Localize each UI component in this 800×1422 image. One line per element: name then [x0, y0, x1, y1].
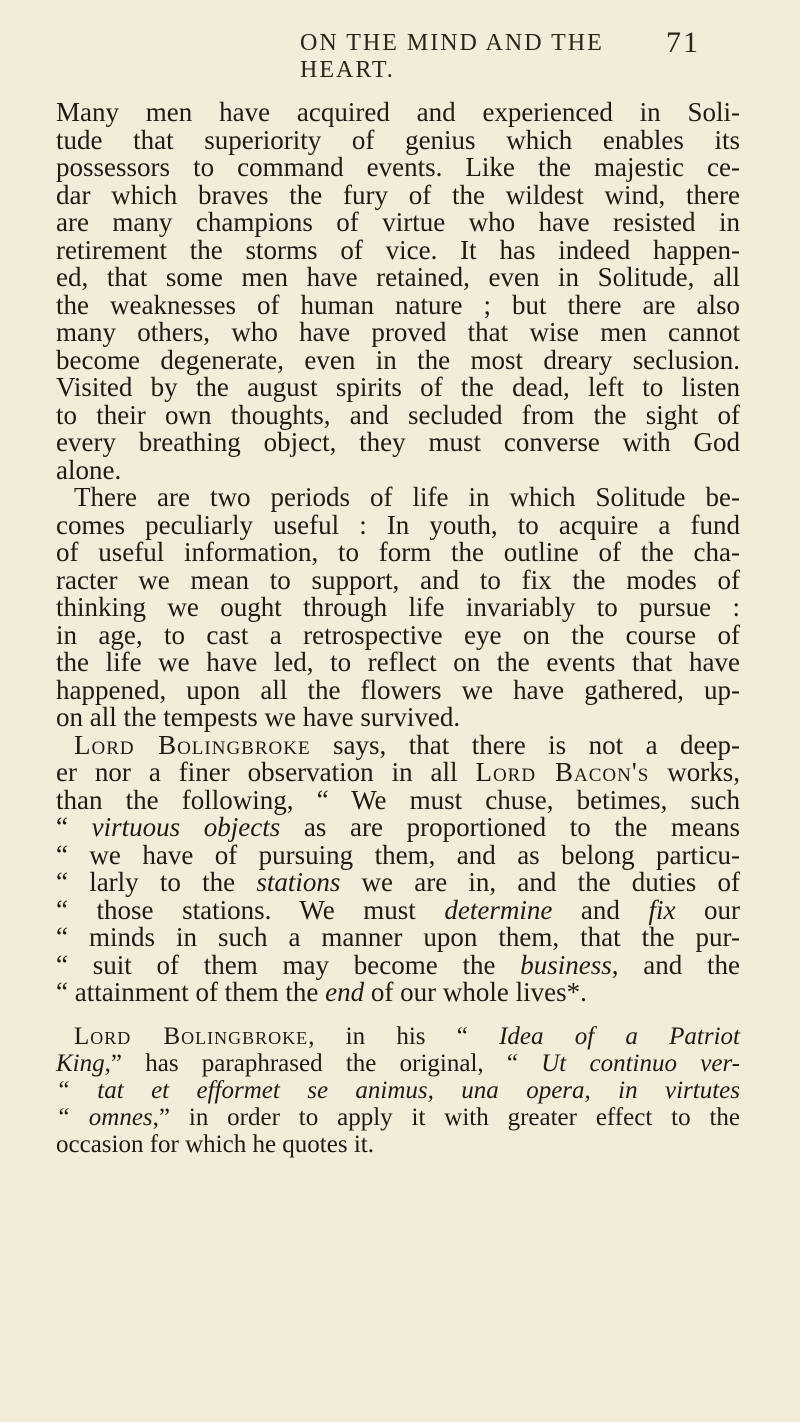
text-line: [56, 894, 741, 925]
italic-run: King: [56, 1049, 105, 1077]
italic-run: end: [325, 977, 365, 1007]
text-line: on all the tempests we have survived.: [56, 702, 461, 732]
text-run: of our whole lives*.: [364, 977, 587, 1007]
text-line: [56, 729, 740, 760]
text-line: become degenerate, even in the most dreary seclusion.: [56, 344, 740, 375]
text-line: [56, 814, 740, 842]
text-line: dar which braves the fury of the wildest wind, there: [56, 179, 740, 210]
italic-run: Ut continuo ver-: [541, 1049, 740, 1077]
text-run: says, that there is not a deep-: [310, 729, 740, 760]
text-line: [56, 1050, 740, 1077]
page-header: [300, 26, 700, 83]
italic-run: Idea of a Patriot: [499, 1022, 740, 1050]
text-line: than the following, “ We must chuse, betimes, such: [56, 784, 740, 815]
text-line: occasion for which he quotes it.: [56, 1130, 374, 1158]
paragraph-2: [56, 484, 740, 732]
text-line: [56, 759, 740, 787]
text-run: we are in, and the duties of: [340, 867, 740, 897]
italic-run: business: [520, 949, 612, 980]
italic-run: determine: [444, 894, 553, 925]
text-line: ed, that some men have retained, even in Solitude, all: [56, 262, 740, 292]
text-line: comes peculiarly useful : In youth, to acquire a fund: [56, 509, 740, 540]
text-line: the life we have led, to reflect on the events that have: [56, 647, 740, 677]
paragraph-1: [56, 99, 740, 484]
text-run: works,: [649, 757, 740, 787]
paragraph-3: [56, 729, 741, 1007]
text-run: “ suit of them may become the: [56, 949, 521, 980]
text-line: “ we have of pursuing them, and as belong particu-: [56, 839, 740, 870]
body-text: [56, 99, 740, 1158]
italic-run: stations: [256, 867, 341, 897]
text-run: er nor a finer observation in all: [56, 757, 476, 787]
text-run: , and the: [611, 949, 740, 980]
text-line: “ tat et efformet se animus, una opera, in virtutes: [56, 1076, 740, 1104]
text-run: as are proportioned to the means: [280, 812, 741, 842]
italic-run: “ omnes: [56, 1103, 153, 1131]
text-line: [56, 1104, 740, 1131]
text-run: ,” has paraphrased the original, “: [104, 1049, 542, 1077]
text-line: tude that superiority of genius which enables its: [56, 124, 740, 155]
text-line: the weaknesses of human nature ; but there are also: [56, 289, 740, 320]
text-run: our: [675, 894, 741, 925]
text-run: , in his “: [308, 1022, 500, 1050]
italic-run: fix: [648, 894, 676, 925]
text-line: retirement the storms of vice. It has indeed happen-: [56, 234, 740, 265]
text-line: There are two periods of life in which Solitude be-: [74, 482, 740, 512]
text-line: [56, 1023, 740, 1050]
text-line: happened, upon all the flowers we have gathered, up-: [56, 674, 740, 705]
text-line: many others, who have proved that wise men cannot: [56, 317, 740, 347]
text-line: [56, 949, 740, 980]
italic-run: virtuous objects: [91, 812, 281, 842]
text-run: “: [56, 812, 92, 842]
text-run: “ those stations. We must: [56, 894, 445, 925]
text-line: thinking we ought through life invariably to pursue :: [56, 592, 740, 622]
text-line: are many champions of virtue who have resisted in: [56, 207, 740, 237]
text-line: in age, to cast a retrospective eye on the course of: [56, 619, 740, 650]
text-line: alone.: [56, 454, 122, 485]
text-line: of useful information, to form the outline of the cha-: [56, 537, 740, 567]
text-line: possessors to command events. Like the majestic ce-: [56, 152, 740, 182]
text-run: ,” in order to apply it with greater effect to the: [152, 1103, 740, 1131]
text-line: [56, 979, 740, 1007]
text-line: Many men have acquired and experienced in Soli-: [56, 97, 740, 127]
text-run: “ attainment of them the: [56, 977, 326, 1007]
text-line: “ minds in such a manner upon them, that the pur-: [56, 922, 740, 952]
text-line: racter we mean to support, and to fix the modes of: [56, 564, 740, 595]
text-line: every breathing object, they must converse with God: [56, 427, 740, 457]
footnote: [56, 1023, 740, 1158]
text-run: and: [552, 894, 649, 925]
running-title: ON THE MIND AND THE HEART.: [300, 30, 604, 83]
author-name: Lord Bolingbroke: [74, 1022, 309, 1050]
text-line: to their own thoughts, and secluded from the sight of: [56, 399, 740, 430]
text-run: “ larly to the: [56, 867, 257, 897]
author-name: Lord Bacon's: [475, 757, 650, 787]
author-name: Lord Bolingbroke: [74, 729, 311, 760]
text-line: Visited by the august spirits of the dead, left to listen: [56, 372, 740, 402]
page-number: 71: [666, 26, 700, 59]
text-line: [56, 869, 740, 897]
